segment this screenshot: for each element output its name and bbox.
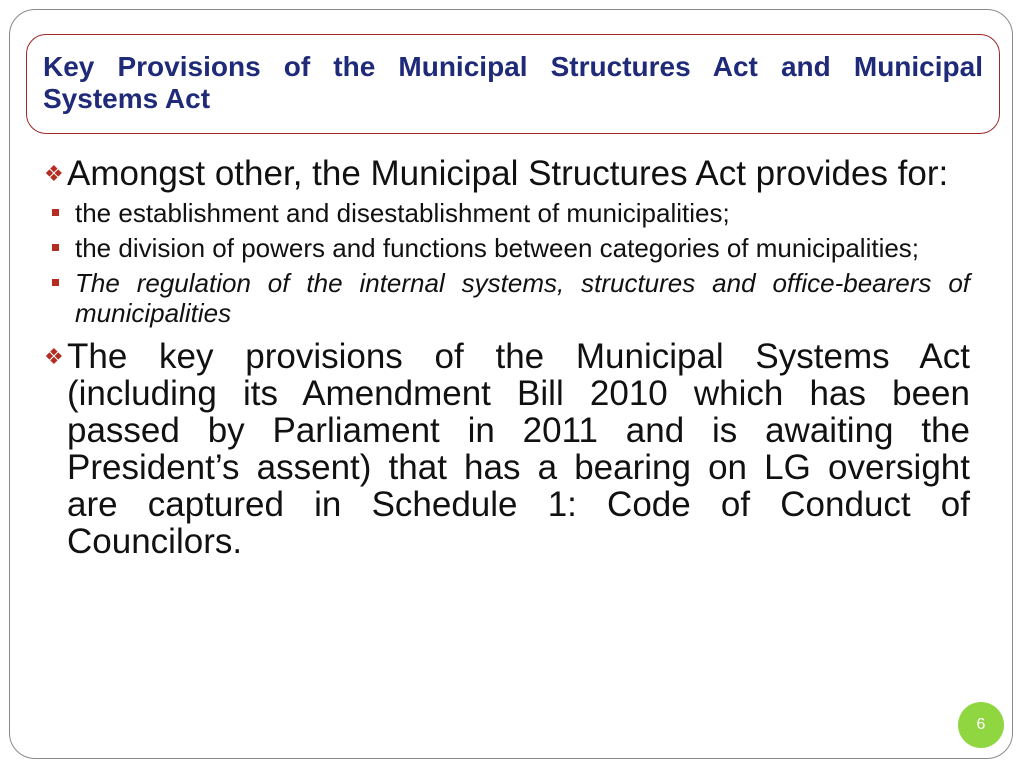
slide-content — [44, 155, 970, 560]
bullet-text: Amongst other, the Municipal Structures Act provides for: — [67, 154, 949, 193]
square-bullet-icon — [52, 244, 59, 251]
bullet-text: The key provisions of the Municipal Systems Act (including its Amendment Bill 2010 which has been passed by Parliament in 2011 and is awaiting the President’s assent) that has a bearing on LG oversight are captured in Schedule 1: Code of Conduct of Councilors. — [67, 337, 970, 561]
square-bullet-icon — [52, 279, 59, 286]
page-number-badge — [958, 702, 1004, 748]
diamond-bullet-icon: ❖ — [44, 345, 64, 370]
title-box — [26, 34, 1000, 134]
sub-bullet-item — [44, 233, 970, 263]
diamond-bullet-icon: ❖ — [44, 162, 64, 187]
bullet-item — [44, 338, 970, 560]
bullet-item — [44, 155, 970, 192]
slide-title: Key Provisions of the Municipal Structures Act and Municipal Systems Act — [43, 51, 983, 114]
page-number: 6 — [976, 716, 986, 733]
sub-bullet-text: the establishment and disestablishment of municipalities; — [75, 198, 730, 228]
sub-bullet-item — [44, 268, 970, 328]
sub-bullet-item — [44, 198, 970, 228]
sub-bullet-list — [44, 198, 970, 328]
sub-bullet-text: the division of powers and functions between categories of municipalities; — [75, 233, 920, 263]
sub-bullet-text: The regulation of the internal systems, structures and office-bearers of municipalities — [75, 268, 970, 328]
square-bullet-icon — [52, 209, 59, 216]
